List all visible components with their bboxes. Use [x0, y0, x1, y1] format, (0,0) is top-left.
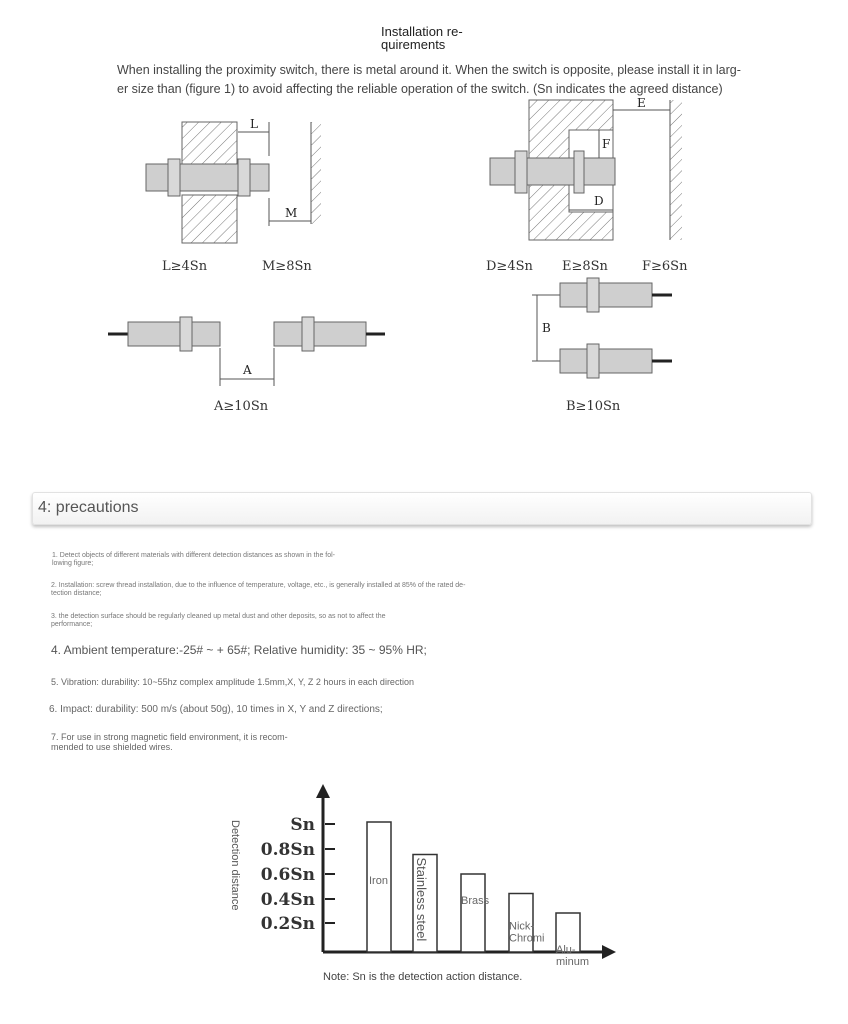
figure-4-stacked — [532, 278, 672, 414]
heading-line-2: quirements — [381, 37, 446, 52]
caption-d: D≥4Sn — [486, 259, 533, 274]
sensor-top — [560, 283, 652, 307]
figure-2-recessed-mount — [486, 96, 688, 274]
caption-b: B≥10Sn — [566, 399, 621, 414]
label-d: D — [594, 194, 604, 208]
label-m: M — [285, 206, 298, 220]
y-tick-label: Sn — [290, 815, 315, 835]
y-tick-label: 0.4Sn — [260, 890, 315, 910]
intro-line-2: er size than (figure 1) to avoid affecting the reliable operation of the switch. (Sn indicates the agreed distance) — [117, 82, 723, 96]
label-e: E — [637, 96, 646, 110]
figure-3-side-by-side — [108, 317, 385, 414]
chart-note: Note: Sn is the detection action distance. — [323, 971, 523, 983]
figure-1-flush-mount — [146, 117, 321, 274]
y-tick-label: 0.2Sn — [260, 914, 315, 934]
sensor-nut-left — [515, 151, 527, 193]
precaution-item-2: 2. Installation: screw thread installation, due to the influence of temperature, voltage, etc., is generally installed at 85% of the rated de- tection distance; — [51, 582, 466, 597]
caption-a: A≥10Sn — [214, 399, 269, 414]
precaution-item-1: 1. Detect objects of different materials with different detection distances as shown in the fol- lowing figure; — [52, 552, 336, 567]
label-b: B — [542, 321, 551, 335]
label-a: A — [243, 363, 252, 377]
sensor-nut-right — [574, 151, 584, 193]
caption-f: F≥6Sn — [642, 259, 688, 274]
precaution-item-6: 6. Impact: durability: 500 m/s (about 50g), 10 times in X, Y and Z directions; — [49, 704, 383, 715]
metal-block-top — [182, 122, 237, 166]
precautions-title: 4: precautions — [38, 499, 139, 516]
sensor-body — [146, 164, 269, 191]
x-axis-arrow — [602, 945, 616, 959]
sensor-right — [274, 322, 366, 346]
y-axis-label: Detection distance — [229, 820, 241, 911]
caption-e: E≥8Sn — [562, 259, 608, 274]
label-f: F — [602, 137, 611, 151]
sensor-bottom — [560, 349, 652, 373]
y-tick-label: 0.6Sn — [260, 865, 315, 885]
precautions-header-bar — [32, 492, 812, 525]
precaution-item-5: 5. Vibration: durability: 10~55hz complex amplitude 1.5mm,X, Y, Z 2 hours in each direction — [51, 677, 414, 687]
detection-distance-chart — [220, 780, 630, 970]
bar-label: Chromi — [509, 932, 545, 945]
bar-brass — [461, 874, 485, 952]
precaution-item-7: 7. For use in strong magnetic field environment, it is recom- mended to use shielded wires. — [51, 732, 288, 752]
bar-label: Brass — [461, 895, 490, 907]
intro-paragraph — [117, 61, 742, 99]
heading-line-1: Installation re- — [381, 24, 463, 39]
bar-label: Alu- — [556, 944, 576, 956]
y-axis-arrow — [316, 784, 330, 798]
sensor-body — [490, 158, 615, 185]
sensor-nut-right — [238, 159, 250, 196]
sensor-left — [128, 322, 220, 346]
bar-label: Nick- — [509, 920, 535, 933]
section-heading — [381, 25, 491, 51]
bar-label: Iron — [369, 875, 388, 887]
sensor-nut-left — [168, 159, 180, 196]
bar-label: minum — [556, 956, 590, 968]
y-tick-label: 0.8Sn — [260, 840, 315, 860]
bar-iron — [367, 822, 391, 952]
intro-line-1: When installing the proximity switch, there is metal around it. When the switch is opposite, please install it in larg- — [117, 63, 741, 77]
caption-l: L≥4Sn — [162, 259, 208, 274]
precaution-item-4: 4. Ambient temperature:-25# ~ + 65#; Relative humidity: 35 ~ 95% HR; — [51, 643, 427, 657]
bar-label: Stainless steel — [414, 857, 429, 942]
precaution-item-3: 3. the detection surface should be regularly cleaned up metal dust and other deposits, so as not to affect the performance; — [51, 613, 386, 628]
installation-diagrams — [100, 96, 720, 426]
label-l: L — [250, 117, 258, 131]
caption-m: M≥8Sn — [262, 259, 312, 274]
metal-block-bottom — [182, 195, 237, 243]
